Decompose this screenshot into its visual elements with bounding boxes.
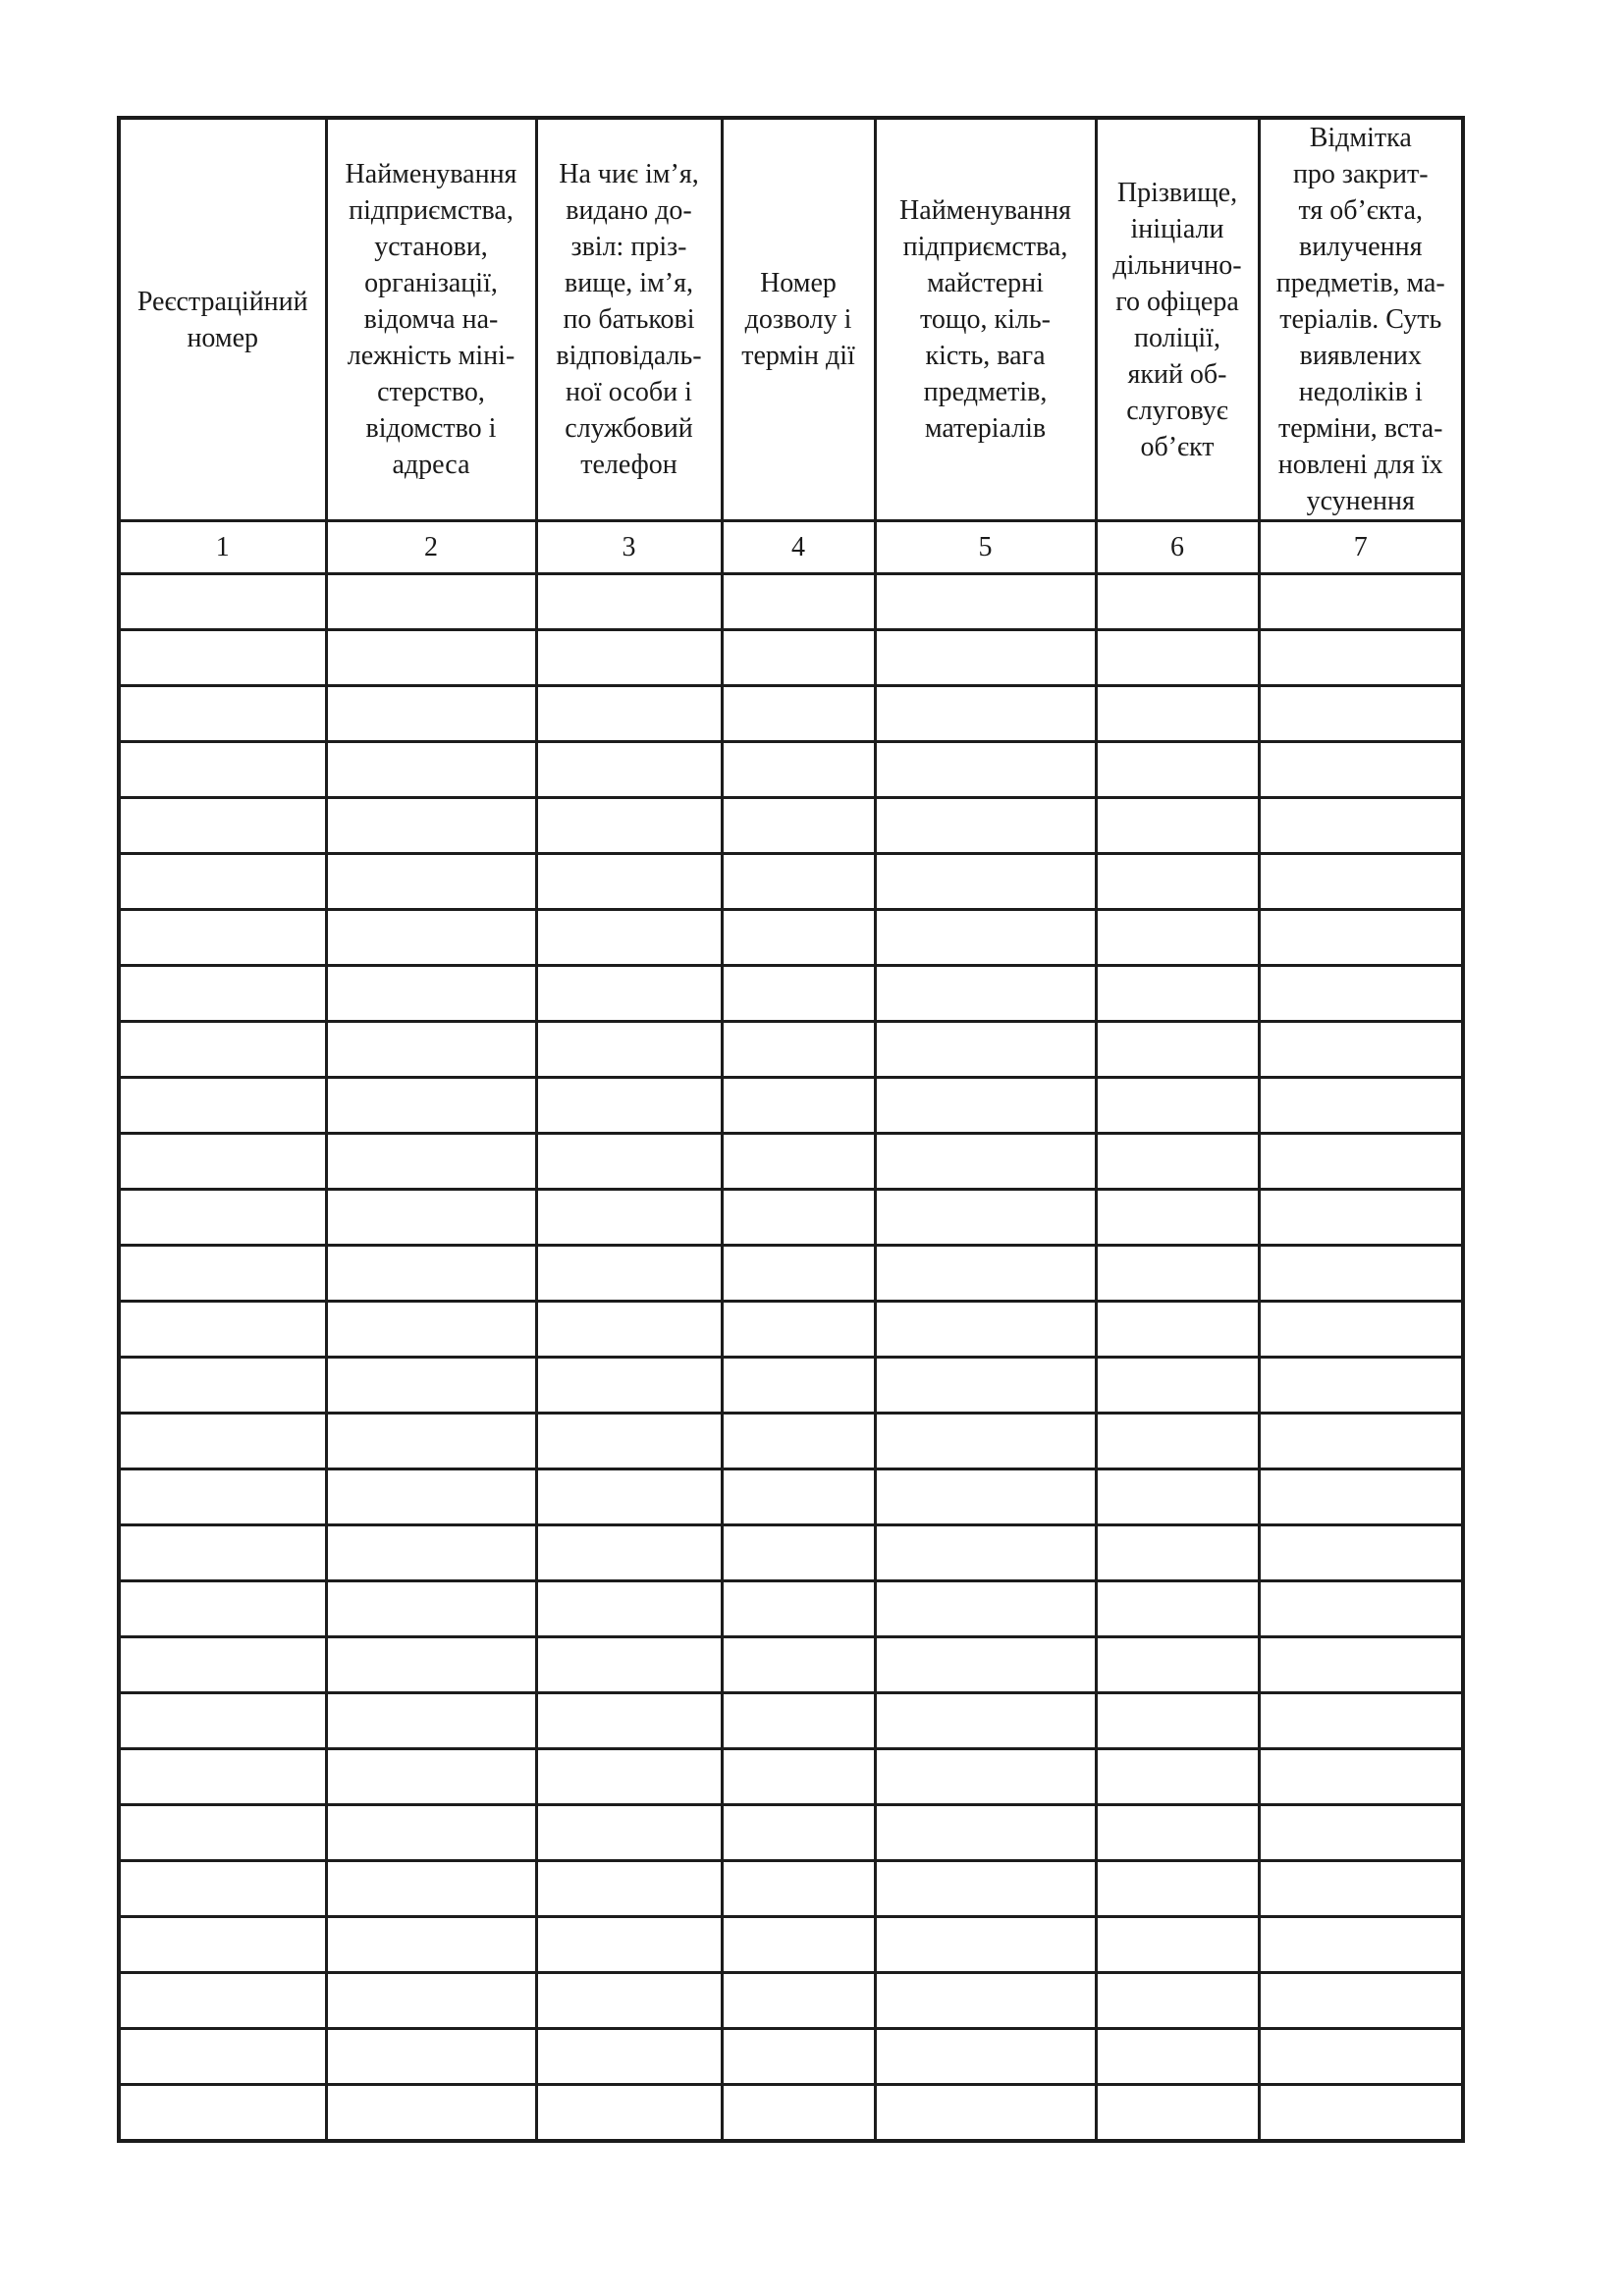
header-line: Номер	[760, 268, 837, 298]
table-cell	[536, 1414, 722, 1469]
header-line: відповідаль-	[556, 341, 702, 371]
table-cell	[1259, 1078, 1463, 1134]
header-line: Найменування	[345, 159, 517, 189]
table-cell	[326, 1749, 536, 1805]
table-cell	[536, 1078, 722, 1134]
table-cell	[875, 742, 1096, 798]
table-cell	[722, 1414, 875, 1469]
table-cell	[722, 1358, 875, 1414]
table-cell	[1096, 630, 1259, 686]
table-cell	[722, 630, 875, 686]
table-cell	[326, 742, 536, 798]
column-header-4	[722, 118, 875, 521]
table-cell	[536, 1302, 722, 1358]
table-cell	[1259, 686, 1463, 742]
table-cell	[326, 1134, 536, 1190]
table-cell	[1259, 1302, 1463, 1358]
table-cell	[1096, 1134, 1259, 1190]
header-line: новлені для їх	[1277, 450, 1443, 480]
table-cell	[536, 1749, 722, 1805]
table-cell	[875, 966, 1096, 1022]
table-cell	[722, 966, 875, 1022]
table-cell	[119, 910, 326, 966]
table-cell	[1259, 1861, 1463, 1917]
table-cell	[1259, 1525, 1463, 1581]
table-cell	[326, 1022, 536, 1078]
table-cell	[1259, 2085, 1463, 2142]
header-line: недоліків і	[1298, 377, 1423, 407]
header-line: Прізвище,	[1116, 177, 1238, 208]
table-row	[119, 2029, 1463, 2085]
header-line: дільнично-	[1112, 249, 1242, 281]
table-cell	[536, 2029, 722, 2085]
table-cell	[119, 1749, 326, 1805]
table-cell	[1096, 1693, 1259, 1749]
table-cell	[722, 1022, 875, 1078]
table-row	[119, 1805, 1463, 1861]
table-cell	[536, 1525, 722, 1581]
table-cell	[326, 1581, 536, 1637]
header-line: відомство і	[365, 413, 497, 444]
table-cell	[875, 1693, 1096, 1749]
table-row	[119, 574, 1463, 630]
table-cell	[1259, 966, 1463, 1022]
header-line: предметів,	[923, 377, 1048, 407]
table-row	[119, 742, 1463, 798]
table-cell	[722, 2085, 875, 2142]
table-cell	[875, 574, 1096, 630]
table-cell	[119, 2029, 326, 2085]
table-cell	[119, 686, 326, 742]
table-row	[119, 2085, 1463, 2142]
header-line: термін дії	[741, 341, 855, 371]
table-row	[119, 910, 1463, 966]
table-cell	[722, 1525, 875, 1581]
table-cell	[875, 1469, 1096, 1525]
table-cell	[536, 1693, 722, 1749]
header-line: Реєстраційний	[136, 286, 308, 317]
table-cell	[536, 1917, 722, 1973]
table-cell	[1259, 1469, 1463, 1525]
column-header-6	[1096, 118, 1259, 521]
header-line: установи,	[374, 232, 488, 262]
table-cell	[1096, 910, 1259, 966]
table-cell	[1259, 630, 1463, 686]
table-cell	[875, 1637, 1096, 1693]
column-number-4: 4	[722, 521, 875, 574]
table-row	[119, 1414, 1463, 1469]
table-cell	[722, 854, 875, 910]
table-row	[119, 1973, 1463, 2029]
registration-journal-table	[117, 116, 1465, 2143]
table-cell	[119, 1973, 326, 2029]
column-number-row	[119, 521, 1463, 574]
table-cell	[875, 1749, 1096, 1805]
header-line: дозволу і	[744, 304, 852, 335]
table-cell	[722, 1973, 875, 2029]
table-cell	[722, 1805, 875, 1861]
table-cell	[326, 686, 536, 742]
table-cell	[875, 1861, 1096, 1917]
table-cell	[536, 1190, 722, 1246]
header-line: кість, вага	[925, 341, 1046, 371]
table-cell	[1096, 1917, 1259, 1973]
table-cell	[119, 1190, 326, 1246]
table-cell	[722, 1749, 875, 1805]
header-line: теріалів. Суть	[1279, 304, 1442, 335]
table-cell	[119, 1358, 326, 1414]
table-cell	[722, 2029, 875, 2085]
table-cell	[119, 1246, 326, 1302]
table-row	[119, 1637, 1463, 1693]
table-cell	[536, 1022, 722, 1078]
table-cell	[875, 1414, 1096, 1469]
header-line: підприємства,	[902, 232, 1068, 262]
table-cell	[875, 1190, 1096, 1246]
table-cell	[1096, 1246, 1259, 1302]
table-cell	[722, 742, 875, 798]
table-cell	[536, 1973, 722, 2029]
column-header-3	[536, 118, 722, 521]
table-cell	[1259, 798, 1463, 854]
header-line: виявлених	[1299, 341, 1422, 371]
table-cell	[722, 798, 875, 854]
table-cell	[875, 1134, 1096, 1190]
table-cell	[119, 630, 326, 686]
table-cell	[1259, 1581, 1463, 1637]
table-cell	[119, 574, 326, 630]
table-cell	[875, 1973, 1096, 2029]
table-cell	[119, 1581, 326, 1637]
table-cell	[1259, 1973, 1463, 2029]
table-cell	[326, 1973, 536, 2029]
table-cell	[875, 1022, 1096, 1078]
header-line: звіл: пріз-	[570, 232, 687, 262]
header-line: поліції,	[1134, 322, 1220, 353]
table-cell	[119, 1469, 326, 1525]
table-cell	[722, 1134, 875, 1190]
table-cell	[326, 1246, 536, 1302]
table-cell	[119, 742, 326, 798]
table-cell	[1096, 1861, 1259, 1917]
table-cell	[119, 1917, 326, 1973]
table-cell	[119, 2085, 326, 2142]
table-cell	[1259, 1134, 1463, 1190]
table-cell	[1096, 1414, 1259, 1469]
table-cell	[722, 1078, 875, 1134]
table-cell	[1259, 1022, 1463, 1078]
table-cell	[119, 966, 326, 1022]
table-cell	[326, 1525, 536, 1581]
table-row	[119, 1078, 1463, 1134]
table-cell	[875, 1805, 1096, 1861]
table-row	[119, 1358, 1463, 1414]
header-line: організації,	[364, 268, 498, 298]
table-row	[119, 1190, 1463, 1246]
table-cell	[1259, 1805, 1463, 1861]
table-cell	[1096, 966, 1259, 1022]
header-line: тощо, кіль-	[920, 304, 1051, 335]
table-cell	[119, 1414, 326, 1469]
table-cell	[1096, 1973, 1259, 2029]
table-cell	[1096, 1190, 1259, 1246]
table-row	[119, 798, 1463, 854]
header-line: ініціали	[1130, 213, 1224, 244]
header-line: Найменування	[899, 195, 1071, 226]
table-cell	[326, 1693, 536, 1749]
table-cell	[1096, 1358, 1259, 1414]
header-line: майстерні	[927, 268, 1044, 298]
header-line: вилучення	[1298, 232, 1423, 262]
table-cell	[875, 854, 1096, 910]
table-cell	[326, 1078, 536, 1134]
table-cell	[875, 1525, 1096, 1581]
column-header-2	[326, 118, 536, 521]
table-cell	[875, 798, 1096, 854]
table-cell	[875, 1581, 1096, 1637]
table-cell	[1259, 854, 1463, 910]
table-cell	[326, 574, 536, 630]
header-line: відомча на-	[363, 304, 499, 335]
table-cell	[722, 686, 875, 742]
header-line: ної особи і	[566, 377, 692, 407]
table-row	[119, 1525, 1463, 1581]
header-line: адреса	[392, 450, 470, 480]
table-row	[119, 1581, 1463, 1637]
table-cell	[536, 2085, 722, 2142]
table-cell	[326, 910, 536, 966]
header-line: про закрит-	[1292, 159, 1429, 189]
header-line: по батькові	[563, 304, 695, 335]
table-cell	[119, 798, 326, 854]
table-cell	[119, 1805, 326, 1861]
header-line: тя об’єкта,	[1298, 195, 1424, 226]
table-cell	[875, 1358, 1096, 1414]
table-cell	[722, 1469, 875, 1525]
table-cell	[326, 1637, 536, 1693]
table-cell	[1259, 1246, 1463, 1302]
table-cell	[1096, 1078, 1259, 1134]
table-cell	[1096, 1749, 1259, 1805]
table-cell	[326, 798, 536, 854]
table-cell	[1096, 798, 1259, 854]
table-row	[119, 686, 1463, 742]
table-row	[119, 966, 1463, 1022]
table-cell	[722, 574, 875, 630]
table-row	[119, 1693, 1463, 1749]
table-row	[119, 1861, 1463, 1917]
table-cell	[536, 966, 722, 1022]
table-row	[119, 1302, 1463, 1358]
table-cell	[722, 1581, 875, 1637]
table-cell	[536, 1861, 722, 1917]
column-number-6: 6	[1096, 521, 1259, 574]
table-cell	[722, 1693, 875, 1749]
table-cell	[1096, 2029, 1259, 2085]
column-number-2: 2	[326, 521, 536, 574]
table-cell	[119, 1022, 326, 1078]
header-line: який об-	[1127, 358, 1227, 390]
table-cell	[119, 1134, 326, 1190]
header-line: Відмітка	[1309, 123, 1412, 153]
table-cell	[326, 854, 536, 910]
header-line: об’єкт	[1140, 431, 1215, 462]
table-cell	[536, 1134, 722, 1190]
column-header-5	[875, 118, 1096, 521]
table-cell	[1096, 1302, 1259, 1358]
table-cell	[1096, 1805, 1259, 1861]
table-cell	[536, 1581, 722, 1637]
table-cell	[536, 910, 722, 966]
table-row	[119, 1022, 1463, 1078]
header-line: службовий	[565, 413, 693, 444]
table-cell	[1259, 742, 1463, 798]
table-cell	[536, 742, 722, 798]
header-line: номер	[187, 322, 259, 353]
table-cell	[536, 1358, 722, 1414]
table-cell	[326, 966, 536, 1022]
table-cell	[1096, 742, 1259, 798]
table-row	[119, 1917, 1463, 1973]
table-cell	[1096, 686, 1259, 742]
table-cell	[1259, 1637, 1463, 1693]
table-cell	[326, 1358, 536, 1414]
table-cell	[875, 1302, 1096, 1358]
table-cell	[326, 1414, 536, 1469]
table-cell	[1259, 1749, 1463, 1805]
table-cell	[1259, 1358, 1463, 1414]
table-row	[119, 630, 1463, 686]
table-cell	[536, 1469, 722, 1525]
table-row	[119, 1134, 1463, 1190]
table-cell	[875, 1917, 1096, 1973]
table-row	[119, 1246, 1463, 1302]
table-cell	[536, 798, 722, 854]
column-header-7	[1259, 118, 1463, 521]
table-cell	[722, 1302, 875, 1358]
table-cell	[1096, 1469, 1259, 1525]
table-cell	[1259, 1693, 1463, 1749]
table-cell	[875, 2085, 1096, 2142]
table-cell	[1259, 1917, 1463, 1973]
table-cell	[875, 1246, 1096, 1302]
table-cell	[1096, 1581, 1259, 1637]
table-cell	[722, 1861, 875, 1917]
table-cell	[875, 2029, 1096, 2085]
table-cell	[1096, 854, 1259, 910]
table-cell	[326, 1861, 536, 1917]
header-line: предметів, ма-	[1275, 268, 1445, 298]
table-cell	[1096, 1525, 1259, 1581]
table-cell	[536, 1246, 722, 1302]
table-cell	[119, 1693, 326, 1749]
table-cell	[326, 630, 536, 686]
table-cell	[722, 1190, 875, 1246]
table-cell	[875, 910, 1096, 966]
table-cell	[119, 1637, 326, 1693]
table-cell	[875, 686, 1096, 742]
table-cell	[536, 630, 722, 686]
table-cell	[722, 1637, 875, 1693]
table-cell	[1096, 1022, 1259, 1078]
table-cell	[326, 2085, 536, 2142]
table-cell	[722, 910, 875, 966]
header-line: слуговує	[1126, 395, 1228, 426]
table-cell	[536, 686, 722, 742]
header-line: На чиє ім’я,	[559, 159, 699, 189]
table-cell	[875, 1078, 1096, 1134]
table-cell	[119, 854, 326, 910]
table-cell	[536, 1637, 722, 1693]
column-number-5: 5	[875, 521, 1096, 574]
column-number-1: 1	[119, 521, 326, 574]
table-cell	[1259, 910, 1463, 966]
table-cell	[536, 1805, 722, 1861]
table-cell	[1259, 1190, 1463, 1246]
table-cell	[326, 1190, 536, 1246]
header-line: вище, ім’я,	[565, 268, 693, 298]
header-line: стерство,	[377, 377, 485, 407]
table-cell	[326, 1917, 536, 1973]
table-cell	[1259, 1414, 1463, 1469]
header-line: видано до-	[566, 195, 692, 226]
table-cell	[326, 1302, 536, 1358]
table-cell	[1096, 574, 1259, 630]
table-cell	[722, 1917, 875, 1973]
table-cell	[1096, 2085, 1259, 2142]
table-cell	[119, 1302, 326, 1358]
table-cell	[1259, 2029, 1463, 2085]
header-line: підприємства,	[349, 195, 514, 226]
header-line: усунення	[1306, 486, 1415, 516]
header-line: го офіцера	[1115, 286, 1239, 317]
table-cell	[1096, 1637, 1259, 1693]
table-row	[119, 1469, 1463, 1525]
table-cell	[875, 630, 1096, 686]
table-cell	[119, 1078, 326, 1134]
table-cell	[536, 574, 722, 630]
column-header-1	[119, 118, 326, 521]
table-cell	[326, 1805, 536, 1861]
header-line: лежність міні-	[347, 341, 515, 371]
table-body	[119, 574, 1463, 2142]
header-line: матеріалів	[924, 413, 1047, 444]
table-row	[119, 1749, 1463, 1805]
table-row	[119, 854, 1463, 910]
table-cell	[1259, 574, 1463, 630]
table-cell	[536, 854, 722, 910]
table-cell	[326, 1469, 536, 1525]
header-row	[119, 118, 1463, 521]
column-number-3: 3	[536, 521, 722, 574]
column-number-7: 7	[1259, 521, 1463, 574]
table-cell	[119, 1525, 326, 1581]
table-cell	[119, 1861, 326, 1917]
table-cell	[722, 1246, 875, 1302]
header-line: телефон	[580, 450, 677, 480]
header-line: терміни, вста-	[1277, 413, 1443, 444]
table-cell	[326, 2029, 536, 2085]
